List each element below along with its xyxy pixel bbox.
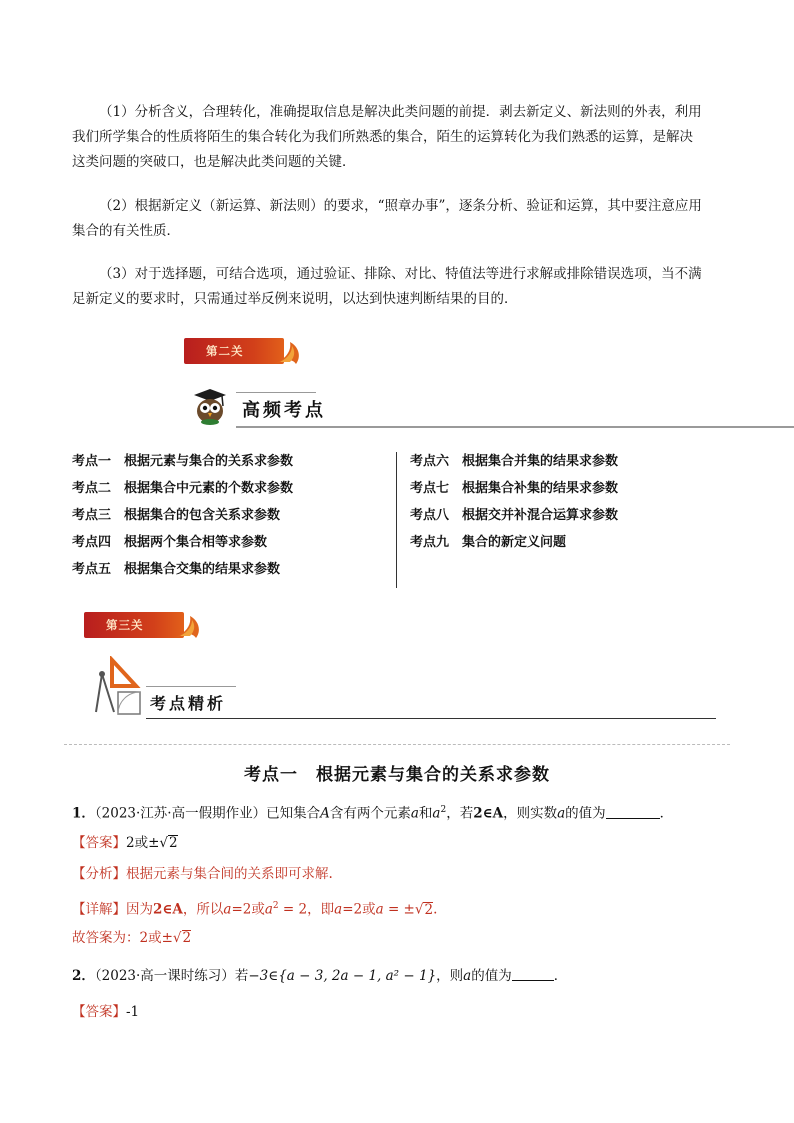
flame-swirl-icon: [170, 608, 206, 644]
banner-label: 第二关: [206, 344, 244, 358]
question-2: 2．（2023·高一课时练习）若−3∈{a − 3, 2a − 1, a² − 1}，则a的值为 ．: [72, 968, 568, 984]
section-title-high-frequency: 高频考点: [242, 400, 326, 421]
drafting-tools-icon: [92, 656, 146, 718]
title-rule-bottom: [146, 718, 716, 719]
kaodian-item: 考点九 集合的新定义问题: [410, 535, 567, 550]
title-rule-bottom: [236, 426, 794, 428]
kaodian-list-right: [410, 448, 618, 556]
banner-label: 第三关: [106, 618, 144, 632]
answer-blank: [606, 804, 660, 819]
dashed-separator: [64, 744, 730, 745]
answer-blank: [512, 966, 554, 981]
kaodian-item: 考点二 根据集合中元素的个数求参数: [72, 481, 294, 496]
kaodian-item: 考点一 根据元素与集合的关系求参数: [72, 454, 294, 469]
subsection-title: 考点一 根据元素与集合的关系求参数: [244, 765, 550, 785]
title-rule-top: [146, 686, 236, 687]
question-1: 1．（2023·江苏·高一假期作业）已知集合A含有两个元素a和$a^2$，若2∈A，则实数a的值为 ．: [72, 805, 674, 822]
paragraph-2: （2）根据新定义（新运算、新法则）的要求，“照章办事”，逐条分析、验证和运算，其中要注意应用 集合的有关性质．: [72, 198, 702, 239]
title-rule-top: [236, 392, 316, 393]
kaodian-item: 考点八 根据交并补混合运算求参数: [410, 508, 619, 523]
section-title-analysis: 考点精析: [150, 694, 227, 713]
kaodian-item: 考点四 根据两个集合相等求参数: [72, 535, 268, 550]
final-answer-line: 故答案为：2或±√2: [72, 930, 192, 946]
paragraph-1: （1）分析含义，合理转化，准确提取信息是解决此类问题的前提．剥去新定义、新法则的外表，利用 我们所学集合的性质将陌生的集合转化为我们所熟悉的集合，陌生的运算转化为我们熟悉的运算，是解决 这类问题的突破口，也是解决此类问题的关键．: [72, 104, 702, 170]
detail-line: 【详解】因为2∈A，所以a=2或$a^2 = 2$，即a=2或a = ±√2.: [72, 901, 438, 918]
analysis-line: 【分析】根据元素与集合间的关系即可求解.: [72, 866, 333, 882]
kaodian-list-left: [72, 448, 293, 583]
kaodian-item: 考点七 根据集合补集的结果求参数: [410, 481, 619, 496]
paragraph-3: （3）对于选择题，可结合选项，通过验证、排除、对比、特值法等进行求解或排除错误选项，当不满 足新定义的要求时，只需通过举反例来说明，以达到快速判断结果的目的．: [72, 266, 702, 307]
kaodian-item: 考点三 根据集合的包含关系求参数: [72, 508, 281, 523]
answer-line: 【答案】-1: [72, 1004, 140, 1020]
owl-graduate-icon: [190, 386, 230, 426]
flame-swirl-icon: [270, 334, 306, 370]
kaodian-item: 考点五 根据集合交集的结果求参数: [72, 562, 281, 577]
answer-line: 【答案】2或±√2: [72, 835, 178, 851]
kaodian-item: 考点六 根据集合并集的结果求参数: [410, 454, 619, 469]
kaodian-divider: [396, 452, 397, 588]
